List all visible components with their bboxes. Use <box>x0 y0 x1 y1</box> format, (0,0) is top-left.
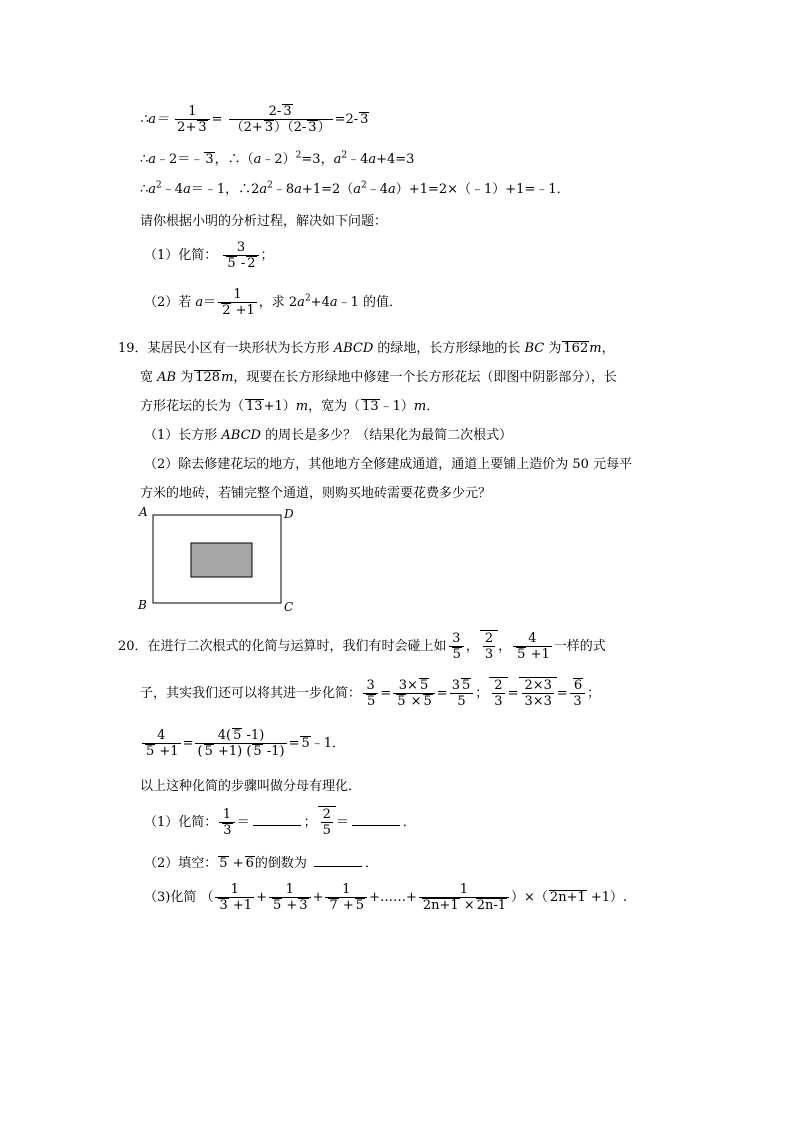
derivation-line-1: ∴a＝ $\frac{1}{2+ 3}$ = $\frac{2- 3}{(2+ 3)(2- 3)}$ =2- 3 <box>140 104 369 135</box>
problem-19-q2b: 方米的地砖，若铺完整个通道，则购买地砖需要花费多少元？ <box>140 486 492 501</box>
rectangle-diagram <box>138 507 298 611</box>
problem-20-q3: （3)化简 （ $\frac{1}{3 +1}$ + $\frac{1}{5 + 3}$ + $\frac{1}{7 + 5}$ +……+ $\frac{1}{2n+1 \times 2n-1}$ ）×（ 2n+1 +1）. <box>144 882 628 913</box>
instruction-line: 请你根据小明的分析过程，解决如下问题： <box>140 214 388 229</box>
problem-19-line-2: 宽 AB 为 128m，现要在长方形绿地中修建一个长方形花坛（即图中阴影部分），长 <box>140 370 617 385</box>
answer-blank-1[interactable] <box>253 813 301 826</box>
problem-19-q2a: （2）除去修建花坛的地方，其他地方全修建成通道，通道上要铺上造价为 50 元每平 <box>144 457 633 472</box>
derivation-line-2: ∴a﹣2＝﹣ 3，∴（a﹣2）$^2$=3，$a^2﹣4a+4=3$ <box>140 150 415 167</box>
problem-20-line-3: $\frac{4}{5 +1}$ = $\frac{4( 5 -1)}{( 5 +1) ( 5 -1)}$ = 5﹣1． <box>140 728 345 759</box>
problem-19-line-3: 方形花坛的长为（ 13+1）m，宽为（ 13﹣1）m． <box>140 399 440 414</box>
problem-20-line-2: 子，其实我们还可以将其进一步化简： $\frac{3}{5}$ = $\frac{3\times 5}{5 \times 5}$ = $\frac{3 5}{5}$ ； $\frac{2}{3}$ = $\frac{2\times 3}{3\times 3}$ = $\frac{6}{3}$ ； <box>140 678 601 709</box>
problem-19-q1: （1）长方形 ABCD 的周长是多少？（结果化为最简二次根式） <box>144 428 513 443</box>
rectangle-figure <box>138 507 298 611</box>
problem-20-line-4: 以上这种化简的步骤叫做分母有理化． <box>140 779 362 794</box>
problem-20-q2: （2）填空： 5 + 6的倒数为 ． <box>144 856 379 871</box>
answer-blank-3[interactable] <box>314 854 362 867</box>
vertex-label-b: B <box>138 598 147 612</box>
problem-20-q1: （1）化简： $\frac{1}{3}$ ＝ ； $\frac{2}{5}$ ＝ ． <box>144 807 416 838</box>
problem-19-line-1: 19．某居民小区有一块形状为长方形 ABCD 的绿地，长方形绿地的长 BC 为 162m， <box>118 341 615 356</box>
sub-question-2: （2）若 a＝ $\frac{1}{2 +1}$ ，求 $2a^2+4a﹣1$ 的值． <box>144 287 403 318</box>
vertex-label-c: C <box>284 600 294 614</box>
sub-question-1: （1）化简： $\frac{3}{5 - 2}$ ； <box>144 240 274 271</box>
derivation-line-3: $\therefore a^2﹣4a=﹣1$，$\therefore 2a^2﹣8a+1=2(a^2﹣4a)+1=2\times(﹣1)+1=﹣1$． <box>140 180 570 197</box>
shaded-flower-bed <box>191 543 252 577</box>
problem-20-line-1: 20．在进行二次根式的化简与运算时，我们有时会碰上如 $\frac{3}{5}$ ， $\frac{2}{3}$ ， $\frac{4}{5 +1}$ 一样的式 <box>118 631 606 662</box>
vertex-label-d: D <box>284 507 294 521</box>
answer-blank-2[interactable] <box>352 813 400 826</box>
vertex-label-a: A <box>139 505 148 519</box>
